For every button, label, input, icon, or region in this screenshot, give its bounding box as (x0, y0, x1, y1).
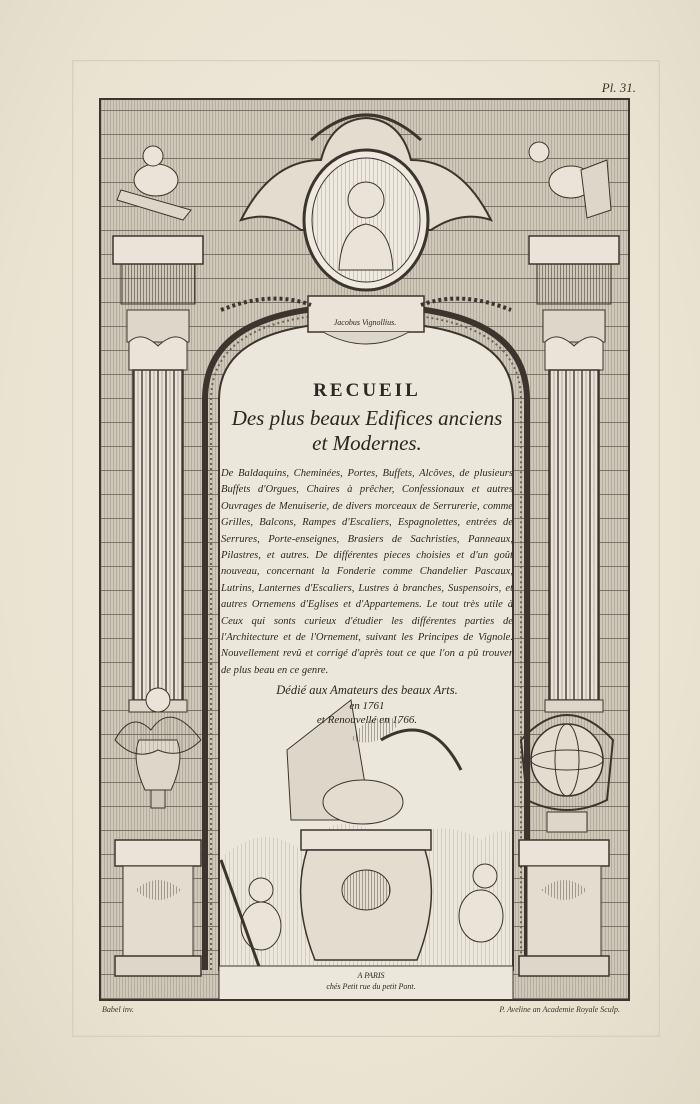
imprint-address: chés Petit rue du petit Pont. (326, 982, 416, 991)
engraving-frame (99, 98, 630, 1001)
imprint (301, 970, 441, 992)
credit-designer: Babel inv. (102, 1005, 134, 1014)
imprint-city: A PARIS (357, 971, 385, 980)
dedication: Dédié aux Amateurs des beaux Arts. (276, 683, 458, 698)
title-heading: RECUEIL (313, 380, 421, 401)
title-body: De Baldaquins, Cheminées, Portes, Buffets, Alcôves, de plusieurs Buffets d'Orgues, Chaires à prêcher, Confessionaux et autres Ouvrages de Menuiserie, de divers morceaux de Serrurerie, comme Grilles, Balcons, Rampes d'Escaliers, Espagnolettes, entrées de Serrures, Porte-enseignes, Brasiers de Sachristies, Panneaux, Pilastres, et autres. De différentes pieces choisies et d'un goût nouveau, concernant la Fonderie comme Chandelier Pascaux, Lutrins, Lanternes d'Escaliers, Lustres à branches, Suspensoirs, et autres Ornemens d'Eglises et d'Appartemens. Le tout très utile à Ceux qui sonts curieux d'étudier les différentes parties de l'Architecture et de l'Ornement, suivant les Principes de Vignole. Nouvellement revû et corrigé d'après tout ce que l'on a pû trouver de plus beau en ce genre. (221, 468, 513, 676)
year-1766: et Renouvellé en 1766. (316, 714, 418, 727)
medallion-caption: Jacobus Vignollius. (333, 318, 397, 327)
title-subtitle-2: et Modernes. (312, 431, 422, 455)
plate-number: Pl. 31. (601, 80, 636, 95)
year-1761: en 1761 (349, 700, 385, 713)
medallion-cartouche (221, 115, 511, 344)
right-column (519, 142, 619, 976)
title-subtitle-1: Des plus beaux Edifices anciens (231, 406, 503, 430)
title-block (221, 380, 513, 726)
left-column (113, 146, 203, 976)
credit-engraver: P. Aveline an Academie Royale Sculp. (499, 1005, 620, 1014)
